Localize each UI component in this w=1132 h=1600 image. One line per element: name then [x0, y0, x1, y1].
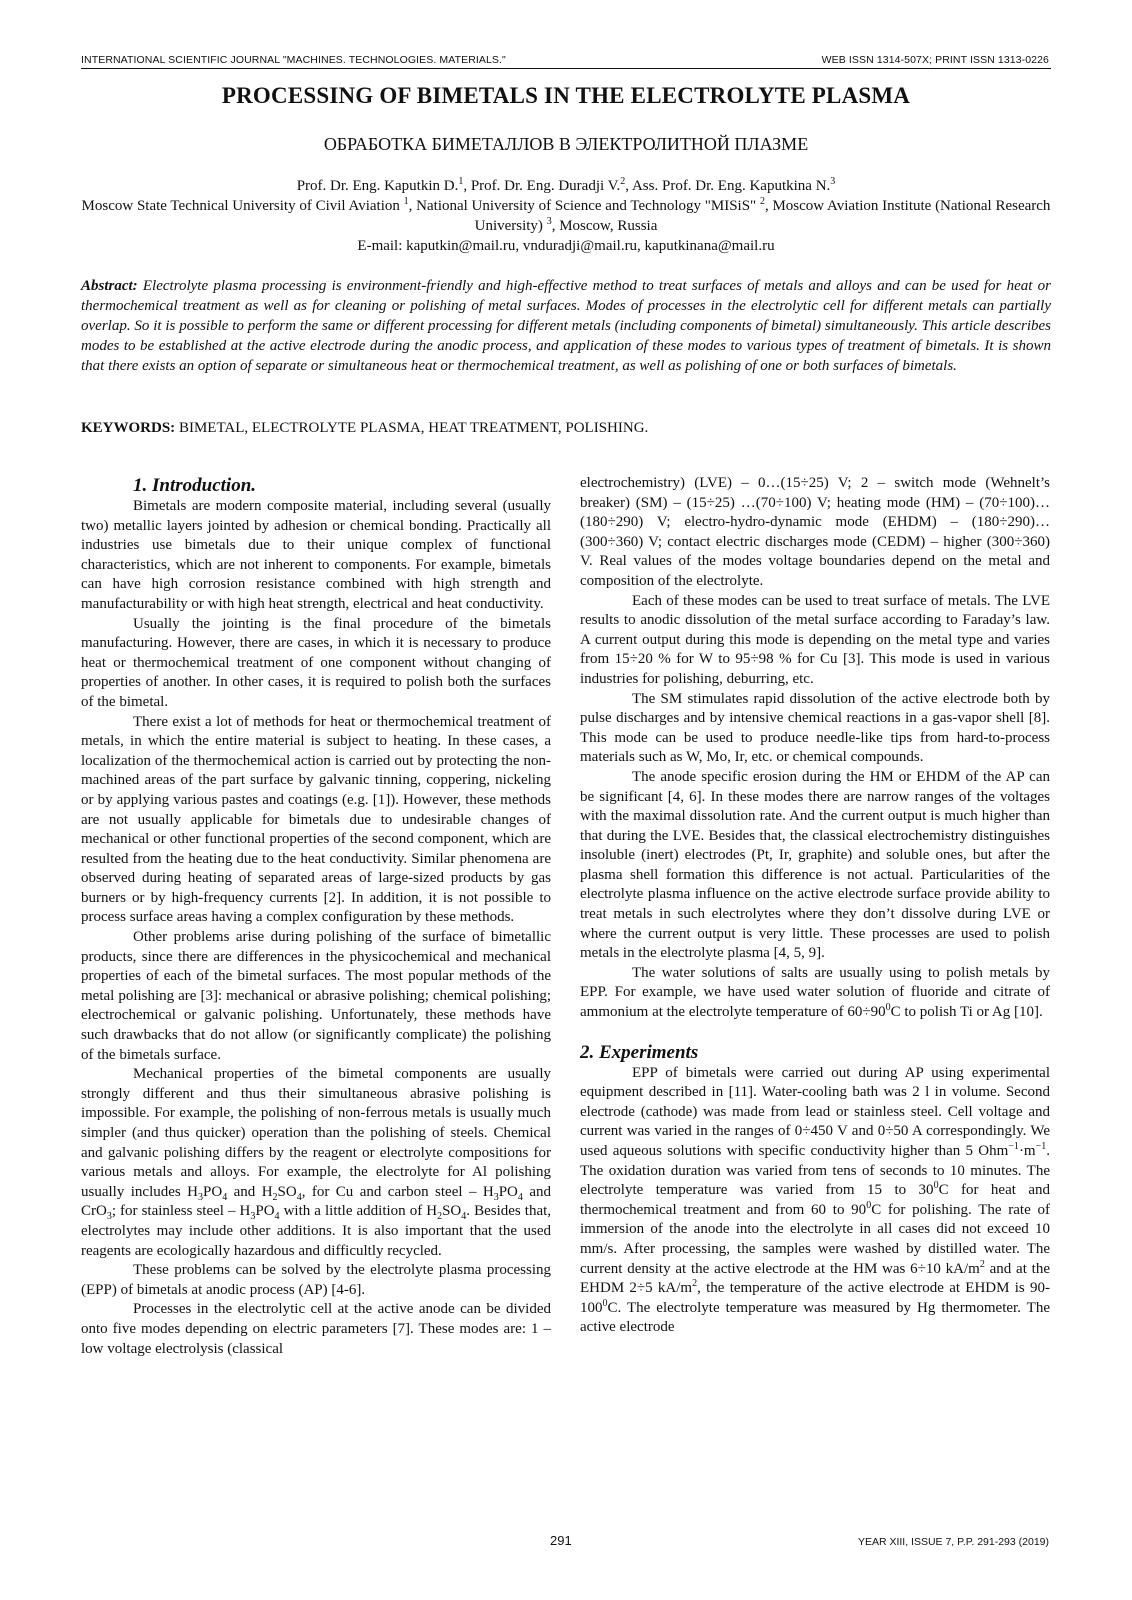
paragraph: Bimetals are modern composite material, including several (usually two) metallic layers jointed by adhesion or chemical bonding. Practically all industries use bimetals due to their unique complex of functional characteristics, which are not inherent to components. For example, bimetals can have high corrosion resistance combined with high strength and manufacturability or with high heat strength, electrical and heat conductivity.	[81, 498, 551, 612]
aff-mark: 1	[458, 176, 464, 187]
keywords-text: BIMETAL, ELECTROLYTE PLASMA, HEAT TREATMENT, POLISHING.	[175, 420, 649, 436]
text-run: C. The electrolyte temperature was measured by Hg thermometer. The active electrode	[580, 1299, 1050, 1336]
paragraph: Each of these modes can be used to treat surface of metals. The LVE results to anodic dissolution of the metal surface according to Faraday’s law. A current output during this mode is depending on the metal type and varies from 15÷20 % for W to 95÷98 % for Cu [3]. This mode is used in various industries for polishing, deburring, etc.	[580, 592, 1050, 687]
aff-mark: 2	[759, 196, 765, 207]
abstract-text: Electrolyte plasma processing is environment-friendly and high-effective method to treat surfaces of metals and alloys and can be used for heat or thermochemical treatment as well as for cleaning or polishing of metal surfaces. Modes of processes in the electrolytic cell for different metals can partially overlap. So it is possible to perform the same or different processing for different metals (including components of bimetal) simultaneously. This article describes modes to be established at the active electrode during the anodic process, and application of these modes to various types of treatment of bimetals. It is shown that there exists an option of separate or simultaneous heat or thermochemical treatment, as well as polishing of one or both surfaces of bimetals.	[81, 278, 1051, 374]
paragraph: Processes in the electrolytic cell at the active anode can be divided onto five modes depending on electric parameters [7]. These modes are: 1 – low voltage electrolysis (classical	[81, 1301, 551, 1357]
paragraph: The anode specific erosion during the HM or EHDM of the AP can be significant [4, 6]. In these modes there are narrow ranges of the voltages with the maximal dissolution rate. And the current output is much higher than that during the LVE. Besides that, the classical electrochemistry distinguishes insoluble (inert) electrodes (Pt, Ir, graphite) and soluble ones, but after the plasma shell formation this difference is not actual. Particularities of the electrolyte plasma influence on the active electrode surface provide ability to treat metals in such electrolytes where they don’t dissolve during LVE or where the current output is very little. These processes are used to polish metals in the electrolyte plasma [4, 5, 9].	[580, 768, 1050, 962]
paragraph	[81, 1065, 551, 1261]
subscript: 4	[461, 1211, 467, 1223]
abstract	[81, 276, 1051, 376]
superscript: 2	[692, 1278, 698, 1290]
text-run: , the temperature of the active electrode at EHDM is 90-100	[580, 1280, 1050, 1316]
text-run: C for polishing. The rate of immersion of the anode into the electrolyte in all cases did not exceed 10 mm/s. After processing, the samples were washed by distilled water. The current density at the active electrode at the HM was 6÷10 kA/m	[580, 1201, 1050, 1277]
aff-mark: 1	[403, 196, 409, 207]
subscript: 3	[106, 1211, 112, 1223]
subscript: 4	[222, 1191, 228, 1203]
aff-mark: 3	[830, 176, 836, 187]
affiliation-lines	[81, 196, 1051, 236]
text-run: C to polish Ti or Ag [10].	[890, 1004, 1043, 1021]
issn-header: WEB ISSN 1314-507X; PRINT ISSN 1313-0226	[821, 54, 1049, 66]
text-run: . The oxidation duration was varied from tens of seconds to 10 minutes. The electrolyte temperature was varied from 15 to 30	[580, 1143, 1050, 1199]
superscript: −1	[1035, 1141, 1047, 1152]
subscript: 3	[198, 1191, 203, 1203]
subscript: 4	[517, 1191, 523, 1203]
subscript: 2	[437, 1211, 443, 1223]
author-2: , Prof. Dr. Eng. Duradji V.	[463, 178, 621, 194]
author-line	[81, 176, 1051, 196]
text-run: The water solutions of salts are usually using to polish metals by EPP. For example, we have used water solution of fluoride and citrate of ammonium at the electrolyte temperature of 60÷90	[580, 964, 1050, 1021]
affiliation-1: Moscow State Technical University of Civil Aviation	[81, 198, 404, 214]
paragraph	[580, 1064, 1050, 1338]
subscript: 4	[296, 1191, 302, 1203]
superscript: −1	[1008, 1141, 1019, 1152]
affiliation-2: , National University of Science and Technology "MISiS"	[408, 198, 760, 214]
subscript: 4	[274, 1211, 280, 1223]
text-run: and CrO	[81, 1183, 551, 1220]
superscript: 0	[602, 1297, 608, 1309]
affiliation-location: , Moscow, Russia	[551, 218, 658, 234]
superscript: 2	[979, 1258, 985, 1270]
paper-subtitle-russian: ОБРАБОТКА БИМЕТАЛЛОВ В ЭЛЕКТРОЛИТНОЙ ПЛАЗМЕ	[323, 134, 809, 154]
text-run: Mechanical properties of the bimetal components are usually strongly different and thus their simultaneous abrasive polishing is impossible. For example, the polishing of non-ferrous metals is usually much simpler (and thus quicker) operation than the polishing of steels. Chemical and galvanic polishing differs by the reagent or electrolyte compositions for various metals and alloys. For example, the electrolyte for Al polishing usually includes H	[81, 1066, 551, 1200]
text-run: PO	[203, 1183, 223, 1200]
text-run: ; for stainless steel – H	[111, 1203, 251, 1220]
author-1: Prof. Dr. Eng. Kaputkin D.	[296, 178, 459, 194]
header-rule	[81, 68, 1051, 69]
subscript: 3	[493, 1191, 499, 1203]
paragraph: There exist a lot of methods for heat or thermochemical treatment of metals, in which the entire material is subject to heating. In these cases, a localization of the thermochemical action is carried out by protecting the non-machined areas of the part surface by galvanic tinning, coppering, nickeling or by applying various pastes and coatings (e.g. [1]). However, these methods are not usually applicable for bimetals due to undesirable changes of mechanical or other functional properties of the second component, which are resulted from the heating due to the heat conductivity. Similar phenomena are observed during heating of separated areas of large-sized products by gas burners or by high-frequency currents [2]. In addition, it is not possible to process surface areas having a complex configuration by these methods.	[81, 713, 551, 926]
text-run: , for Cu and carbon steel – H	[301, 1183, 494, 1200]
page-number: 291	[550, 1533, 572, 1548]
text-run: and H	[227, 1183, 273, 1200]
subscript: 2	[272, 1191, 278, 1203]
subscript: 3	[250, 1211, 256, 1223]
text-run: PO	[498, 1183, 518, 1200]
right-column	[580, 474, 1050, 1338]
author-3: , Ass. Prof. Dr. Eng. Kaputkina N.	[625, 178, 831, 194]
email-line: E-mail: kaputkin@mail.ru, vnduradji@mail.ru, kaputkinana@mail.ru	[357, 238, 775, 254]
paragraph: Usually the jointing is the final procedure of the bimetals manufacturing. However, there are cases, in which it is necessary to produce heat or thermochemical treatment of one component without changing of properties of another. In other cases, it is required to polish both the surfaces of the bimetal.	[81, 615, 551, 710]
paper-title: PROCESSING OF BIMETALS IN THE ELECTROLYTE PLASMA	[221, 83, 911, 108]
text-run: C for heat and thermochemical treatment and from 60 to 90	[580, 1182, 1050, 1218]
affiliation-3: , Moscow Aviation Institute (National Research University)	[474, 198, 1051, 234]
text-run: with a little addition of H	[279, 1203, 438, 1220]
paragraph: Other problems arise during polishing of the surface of bimetallic products, since there are differences in the physicochemical and mechanical properties of each of the bimetal surfaces. The most popular methods of the metal polishing are [3]: mechanical or abrasive polishing; chemical polishing; electrochemical or galvanic polishing. Unfortunately, these methods have such drawbacks that do not allow (or significantly complicate) the polishing of the bimetals surface.	[81, 929, 551, 1063]
abstract-label: Abstract:	[81, 278, 138, 294]
journal-header: INTERNATIONAL SCIENTIFIC JOURNAL "MACHINES. TECHNOLOGIES. MATERIALS."	[81, 54, 506, 66]
author-block	[81, 176, 1051, 256]
text-run: SO	[442, 1203, 462, 1220]
text-run: . Besides that, electrolytes may include other additions. It is also important that the used reagents are ecologically hazardous and difficultly recycled.	[81, 1203, 552, 1259]
paragraph: electrochemistry) (LVE) – 0…(15÷25) V; 2 – switch mode (Wehnelt’s breaker) (SM) – (15÷25) …(70÷100) V; heating mode (HM) – (70÷100)…(180÷290) V; electro-hydro-dynamic mode (EHDM) – (180÷290)…(300÷360) V; contact electric discharges mode (CEDM) – higher (300÷360) V. Real values of the modes voltage boundaries depend on the metal and composition of the electrolyte.	[580, 475, 1050, 589]
superscript: 0	[933, 1180, 939, 1192]
aff-mark: 2	[620, 176, 626, 187]
superscript: 0	[866, 1199, 872, 1211]
paragraph: These problems can be solved by the electrolyte plasma processing (EPP) of bimetals at anodic process (AP) [4-6].	[81, 1262, 551, 1298]
paragraph	[580, 964, 1050, 1023]
left-column	[81, 474, 551, 1359]
aff-mark: 3	[546, 216, 552, 227]
keywords	[81, 418, 1051, 438]
text-run: EPP of bimetals were carried out during AP using experimental equipment described in [11]. Water-cooling bath was 2 l in volume. Second electrode (cathode) was made from lead or stainless steel. Cell voltage and current was varied in the ranges of 0÷450 V and 0÷50 A correspondingly. We used aqueous solutions with specific conductivity higher than 5 Ohm	[580, 1064, 1050, 1159]
text-run: SO	[277, 1183, 297, 1200]
superscript: 0	[885, 1002, 891, 1014]
section-heading-experiments: 2. Experiments	[580, 1041, 699, 1063]
text-run: ·m	[1018, 1143, 1036, 1159]
text-run: PO	[255, 1203, 275, 1220]
paragraph: The SM stimulates rapid dissolution of the active electrode both by pulse discharges and by intensive chemical reactions in a gas-vapor shell [8]. This mode can be used to produce needle-like tips from hard-to-process materials such as W, Mo, Ir, etc. or chemical compounds.	[580, 690, 1050, 766]
keywords-label: KEYWORDS:	[81, 420, 176, 436]
issue-footer: YEAR XIII, ISSUE 7, P.P. 291-293 (2019)	[857, 1536, 1049, 1548]
section-heading-introduction: 1. Introduction.	[133, 475, 257, 496]
text-run: and at the EHDM 2÷5 kA/m	[580, 1260, 1050, 1297]
